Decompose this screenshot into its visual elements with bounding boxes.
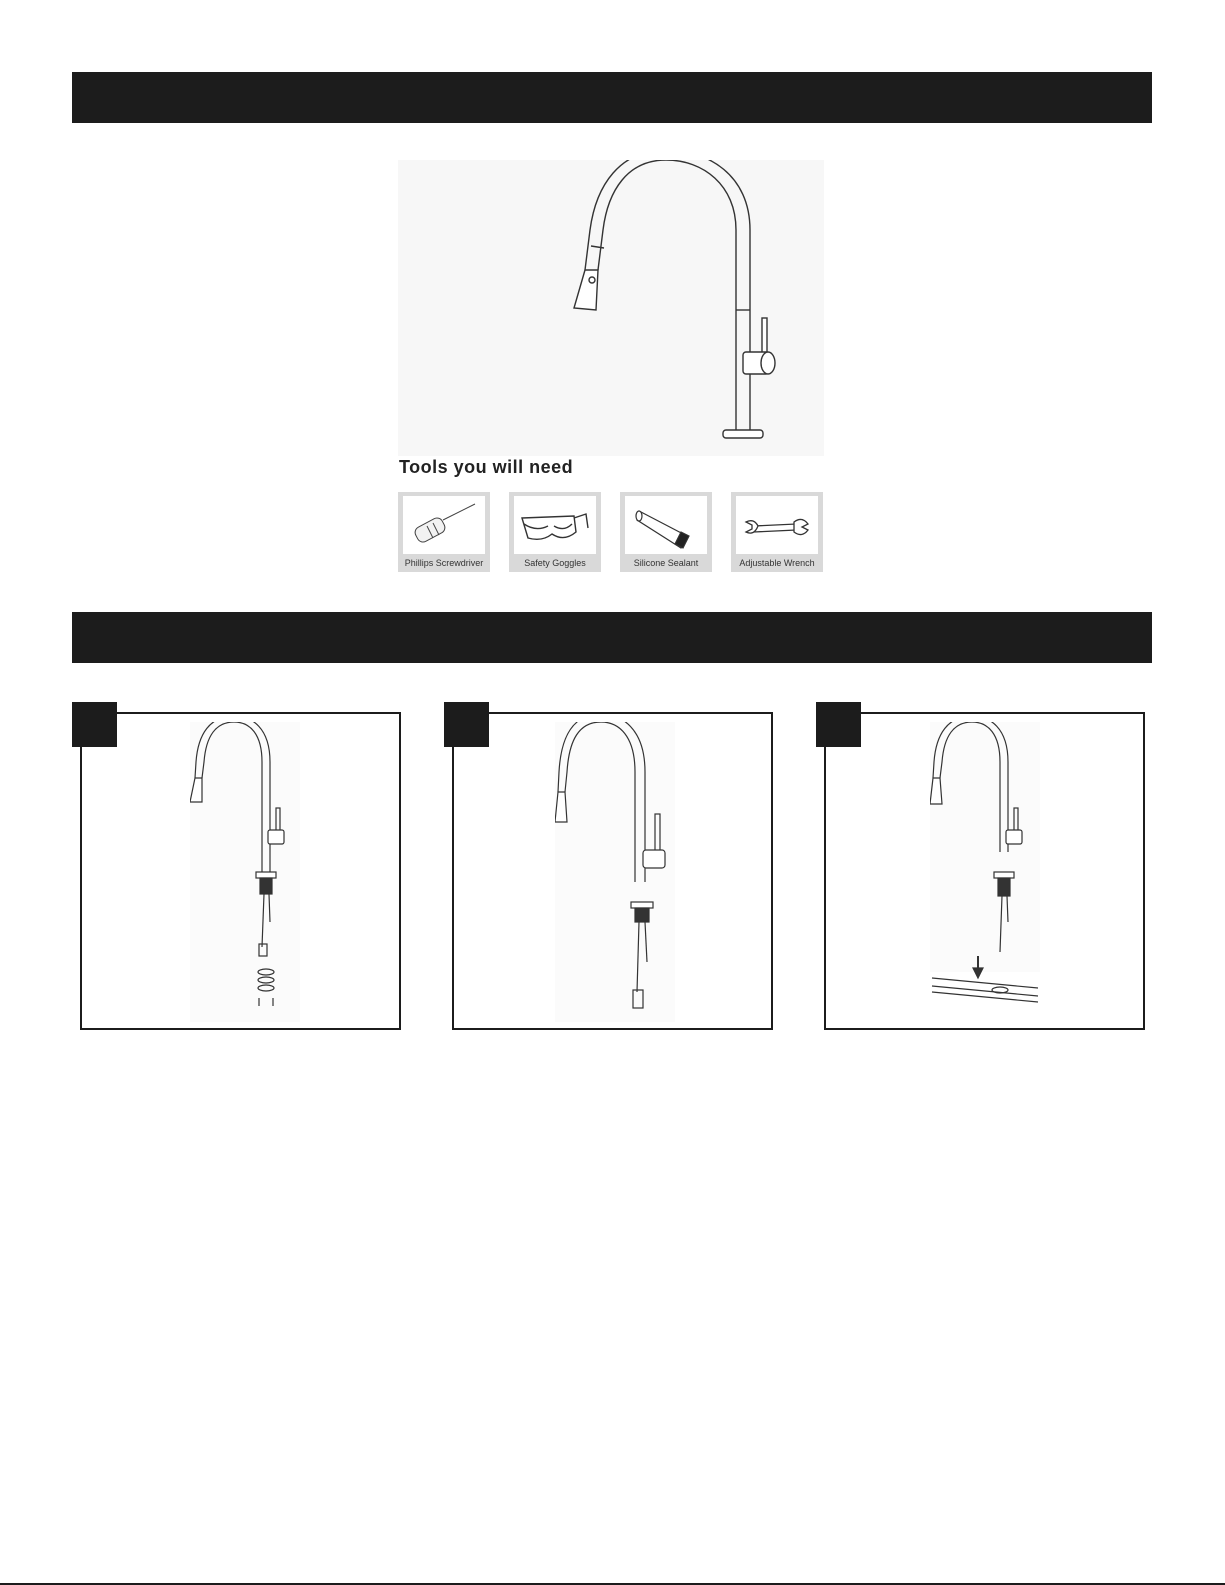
- tool-card-sealant: [620, 492, 712, 572]
- step-1-illustration: [190, 722, 300, 1022]
- step-3-tab: [816, 702, 861, 747]
- step-2-illustration: [555, 722, 675, 1022]
- tools-heading: Tools you will need: [399, 457, 574, 477]
- tool-label: Safety Goggles: [524, 558, 586, 568]
- tool-card-wrench: [731, 492, 823, 572]
- screwdriver-icon: [403, 496, 485, 554]
- section-header-bar-specs: [72, 72, 1152, 123]
- tool-label: Phillips Screwdriver: [404, 558, 484, 568]
- step-1-tab: [72, 702, 117, 747]
- tool-card-goggles: [509, 492, 601, 572]
- section-header-bar-installation: [72, 612, 1152, 663]
- wrench-icon: [736, 496, 818, 554]
- sealant-icon: [625, 496, 707, 554]
- goggles-icon: [514, 496, 596, 554]
- tool-card-screwdriver: [398, 492, 490, 572]
- step-3-illustration: [930, 722, 1040, 972]
- tool-label: Silicone Sealant: [633, 558, 699, 568]
- countertop-diagram: [930, 950, 1040, 1020]
- tool-label: Adjustable Wrench: [739, 558, 815, 568]
- faucet-illustration: [398, 160, 824, 456]
- step-2-tab: [444, 702, 489, 747]
